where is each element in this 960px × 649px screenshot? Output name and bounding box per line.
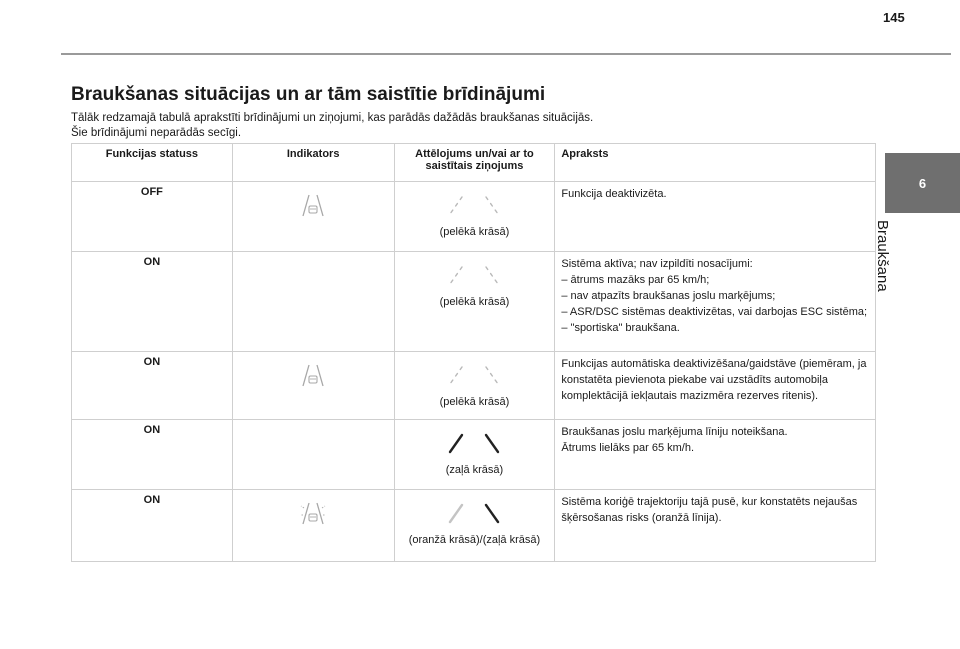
right-lane-line: [486, 197, 498, 214]
display-cell: [394, 352, 555, 420]
description-line: – nav atpazīts braukšanas joslu marķējums;: [561, 290, 776, 302]
indicator-cell: [232, 252, 394, 352]
page-title: Braukšanas situācijas un ar tām saistītie brīdinājumi: [71, 84, 546, 105]
description-cell: [555, 182, 876, 252]
intro-line-1: Tālāk redzamajā tabulā aprakstīti brīdinājumi un ziņojumi, kas parādās dažādās braukšanas situācijās.: [71, 112, 594, 124]
description-cell: [555, 490, 876, 562]
table-row: [72, 420, 876, 490]
description-line: Sistēma koriģē trajektoriju tajā pusē, kur konstatēts nejaušas šķērsošanas risks (oranžā līnija).: [561, 496, 858, 524]
lane-lines-icon: [444, 192, 504, 220]
right-lane-line: [486, 367, 498, 384]
display-label: (pelēkā krāsā): [439, 226, 510, 238]
header-indicator: Indikators: [232, 144, 394, 182]
lane-keep-off-icon: [300, 192, 326, 220]
display-label: (pelēkā krāsā): [439, 396, 510, 408]
right-lane-line: [486, 435, 498, 452]
description-cell: [555, 252, 876, 352]
indicator-cell: [232, 182, 394, 252]
status-cell: ON: [72, 352, 233, 420]
lane-keep-off-icon: [300, 362, 326, 390]
description-line: – "sportiska" braukšana.: [561, 322, 680, 334]
right-lane-line: [486, 267, 498, 284]
display-label: (zaļā krāsā): [445, 464, 504, 476]
intro-text: [71, 111, 593, 140]
table-row: [72, 490, 876, 562]
lane-keep-active-icon: [300, 500, 326, 528]
description-line: – ASR/DSC sistēmas deaktivizētas, vai darbojas ESC sistēma;: [561, 306, 868, 318]
display-cell: [394, 490, 555, 562]
description-cell: [555, 420, 876, 490]
indicator-cell: [232, 420, 394, 490]
lane-lines-icon: [444, 500, 504, 528]
table-row: [72, 352, 876, 420]
indicator-cell: [232, 352, 394, 420]
description-line: Sistēma aktīva; nav izpildīti nosacījumi:: [561, 258, 753, 270]
description-cell: [555, 352, 876, 420]
chapter-tab[interactable]: 6: [885, 153, 960, 213]
display-cell: [394, 182, 555, 252]
warnings-table: [71, 143, 876, 562]
status-cell: OFF: [72, 182, 233, 252]
display-cell: [394, 252, 555, 352]
description-line: Funkcija deaktivizēta.: [561, 188, 667, 200]
display-label: (pelēkā krāsā): [439, 296, 510, 308]
status-cell: ON: [72, 490, 233, 562]
header-display: Attēlojums un/vai ar to saistītais ziņojums: [394, 144, 555, 182]
status-cell: ON: [72, 252, 233, 352]
intro-line-2: Šie brīdinājumi neparādās secīgi.: [71, 126, 242, 139]
right-lane-line: [486, 505, 498, 522]
chapter-label-text: Braukšana: [874, 220, 891, 292]
top-rule: [61, 53, 951, 55]
table-header-row: [72, 144, 876, 182]
lane-lines-icon: [444, 362, 504, 390]
header-description: Apraksts: [555, 144, 876, 182]
left-lane-line: [450, 267, 462, 284]
description-line: – ātrums mazāks par 65 km/h;: [561, 274, 710, 286]
header-status: Funkcijas statuss: [72, 144, 233, 182]
indicator-cell: [232, 490, 394, 562]
description-line: Braukšanas joslu marķējuma līniju noteikšana.: [561, 426, 788, 438]
left-lane-line: [450, 505, 462, 522]
table-row: [72, 252, 876, 352]
display-label: (oranžā krāsā)/(zaļā krāsā): [408, 534, 541, 546]
description-line: Funkcijas automātiska deaktivizēšana/gaidstāve (piemēram, ja konstatēta pievienota piekabe vai uzstādīts automobiļa komplektācijā iekļautais mazizmēra rezerves ritenis).: [561, 358, 867, 402]
lane-lines-icon: [444, 262, 504, 290]
table-row: [72, 182, 876, 252]
left-lane-line: [450, 367, 462, 384]
description-line: Ātrums lielāks par 65 km/h.: [561, 442, 695, 454]
status-cell: ON: [72, 420, 233, 490]
left-lane-line: [450, 197, 462, 214]
display-cell: [394, 420, 555, 490]
left-lane-line: [450, 435, 462, 452]
page-number: 145: [883, 10, 905, 25]
lane-lines-icon: [444, 430, 504, 458]
chapter-label: [874, 220, 912, 310]
